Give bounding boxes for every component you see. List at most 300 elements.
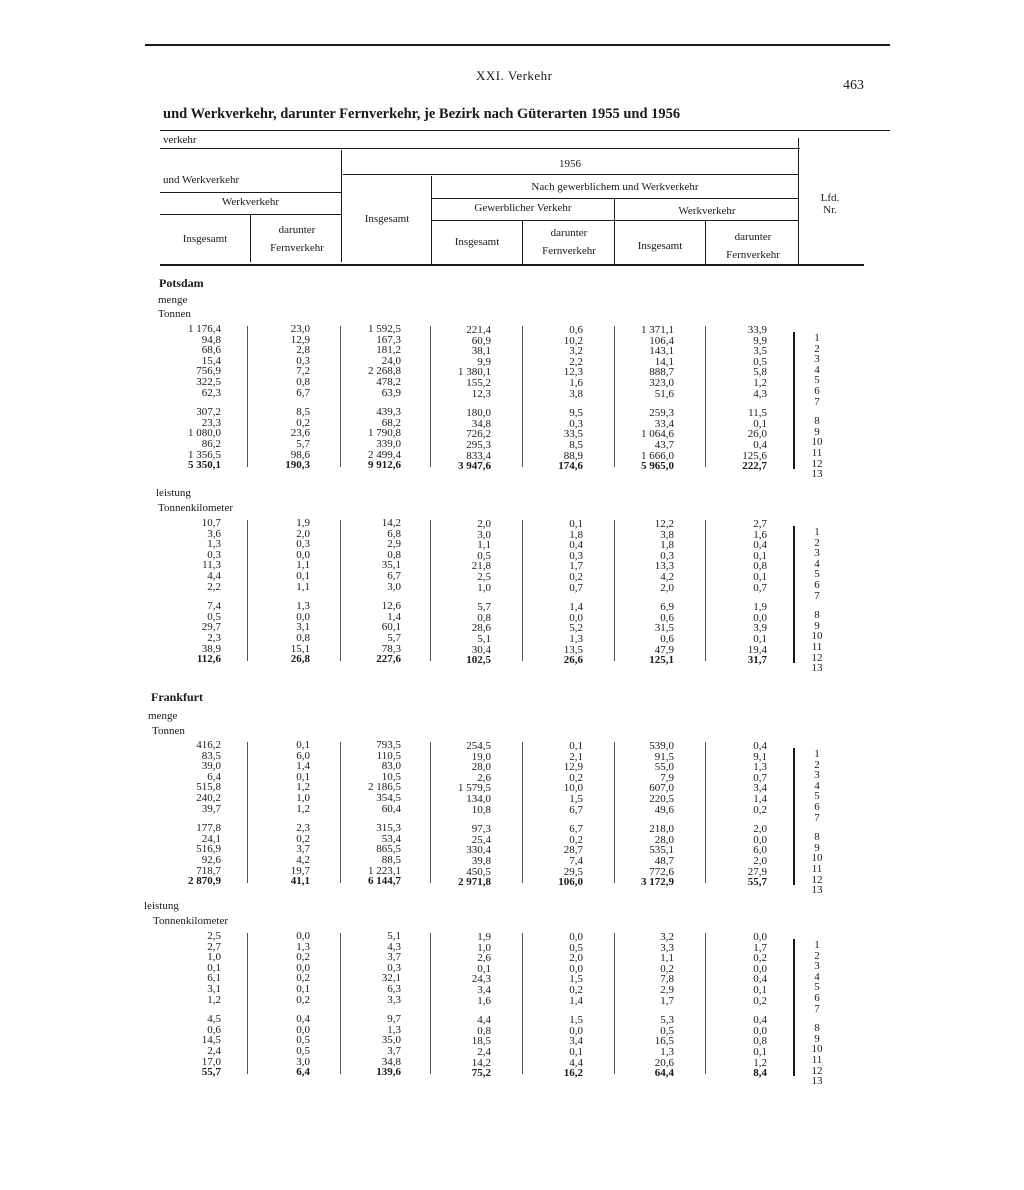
row-number: 12 <box>811 873 823 886</box>
cell-werk-fernverkehr: 1,6 <box>753 528 767 541</box>
row-number: 1 <box>814 748 820 760</box>
cell-sp1-fernverkehr: 1,9 <box>296 517 310 529</box>
cell-gew-fernverkehr: 0,6 <box>569 324 583 336</box>
cell-sp1956-insgesamt: 6,8 <box>387 527 401 540</box>
column-rule <box>614 326 615 467</box>
cell-sp1-insgesamt: 15,4 <box>201 354 221 367</box>
cell-werk-fernverkehr: 4,3 <box>753 387 767 400</box>
row-number: 7 <box>814 811 820 824</box>
cell-werk-insgesamt: 143,1 <box>649 345 674 358</box>
header-top-rule <box>160 130 890 131</box>
cell-sp1-insgesamt: 0,6 <box>207 1023 221 1036</box>
cell-werk-insgesamt: 5 965,0 <box>641 460 674 473</box>
cell-werk-insgesamt: 2,9 <box>660 984 674 996</box>
cell-sp1-insgesamt: 718,7 <box>196 864 221 877</box>
block-label: menge <box>148 710 178 722</box>
cell-gew-insgesamt: 3 947,6 <box>458 460 491 473</box>
cell-sp1956-insgesamt: 110,5 <box>376 749 401 762</box>
cell-werk-insgesamt: 13,3 <box>654 560 674 573</box>
block-label: leistung <box>144 900 179 912</box>
cell-werk-fernverkehr: 0,8 <box>753 560 767 573</box>
cell-gew-fernverkehr: 0,2 <box>569 771 583 784</box>
column-rule <box>522 520 523 661</box>
cell-werk-fernverkehr: 9,1 <box>753 750 767 763</box>
cell-werk-fernverkehr: 26,0 <box>747 428 767 441</box>
cell-sp1-fernverkehr: 0,1 <box>296 570 310 582</box>
cell-gew-insgesamt: 2,6 <box>477 771 491 784</box>
cell-gew-fernverkehr: 0,3 <box>569 417 583 430</box>
cell-gew-fernverkehr: 28,7 <box>563 844 583 857</box>
cell-werk-insgesamt: 31,5 <box>654 622 674 635</box>
cell-sp1956-insgesamt: 478,2 <box>376 376 401 388</box>
cell-sp1-fernverkehr: 1,3 <box>296 940 310 953</box>
cell-sp1-insgesamt: 1,0 <box>207 951 221 964</box>
cell-sp1-fernverkehr: 0,0 <box>296 930 310 942</box>
cell-werk-insgesamt: 48,7 <box>654 855 674 867</box>
cell-sp1-fernverkehr: 2,0 <box>296 527 310 540</box>
cell-werk-fernverkehr: 0,1 <box>753 984 767 996</box>
cell-sp1-fernverkehr: 0,2 <box>296 972 310 985</box>
row-number: 5 <box>814 981 820 994</box>
cell-sp1-insgesamt: 11,3 <box>202 559 221 572</box>
column-rule <box>614 742 615 883</box>
cell-gew-insgesamt: 1,0 <box>477 941 491 954</box>
cell-sp1-fernverkehr: 190,3 <box>285 459 310 472</box>
cell-werk-insgesamt: 7,8 <box>660 973 674 986</box>
cell-gew-insgesamt: 24,3 <box>471 973 491 986</box>
cell-sp1-insgesamt: 6,4 <box>207 770 221 783</box>
row-number: 7 <box>814 1002 820 1015</box>
cell-sp1-insgesamt: 2,3 <box>207 632 221 644</box>
cell-werk-fernverkehr: 1,3 <box>753 761 767 774</box>
cell-sp1956-insgesamt: 9 912,6 <box>368 459 401 472</box>
block-unit: Tonnen <box>152 725 185 737</box>
cell-gew-fernverkehr: 9,5 <box>569 407 583 420</box>
cell-werk-insgesamt: 0,3 <box>660 549 674 562</box>
row-number: 6 <box>814 992 820 1004</box>
cell-sp1956-insgesamt: 439,3 <box>376 406 401 419</box>
cell-gew-fernverkehr: 26,6 <box>563 654 583 667</box>
row-number: 4 <box>814 363 820 376</box>
cell-werk-insgesamt: 4,2 <box>660 571 674 583</box>
cell-sp1-insgesamt: 39,7 <box>201 802 221 815</box>
cell-gew-insgesamt: 12,3 <box>471 387 491 400</box>
cell-gew-insgesamt: 1 380,1 <box>458 366 491 379</box>
cell-sp1956-insgesamt: 5,7 <box>387 632 401 644</box>
cell-gew-fernverkehr: 5,2 <box>569 622 583 635</box>
header-vrule-e <box>705 221 706 264</box>
cell-sp1-fernverkehr: 1,0 <box>296 792 310 804</box>
cell-sp1-fernverkehr: 23,6 <box>290 427 310 440</box>
cell-gew-insgesamt: 97,3 <box>471 823 491 836</box>
cell-sp1956-insgesamt: 6,3 <box>387 983 401 995</box>
cell-gew-insgesamt: 39,8 <box>471 855 491 867</box>
cell-gew-fernverkehr: 1,6 <box>569 377 583 389</box>
cell-werk-insgesamt: 0,5 <box>660 1024 674 1037</box>
cell-gew-insgesamt: 2,4 <box>477 1046 491 1058</box>
cell-werk-insgesamt: 6,9 <box>660 601 674 614</box>
cell-werk-insgesamt: 14,1 <box>654 355 674 368</box>
cell-gew-insgesamt: 2 971,8 <box>458 876 491 889</box>
cell-sp1956-insgesamt: 34,8 <box>381 1055 401 1068</box>
cell-sp1-insgesamt: 55,7 <box>201 1066 221 1079</box>
header-und-werkverkehr: und Werkverkehr <box>163 174 240 186</box>
cell-sp1956-insgesamt: 63,9 <box>381 386 401 399</box>
cell-werk-fernverkehr: 2,0 <box>753 855 767 867</box>
cell-gew-fernverkehr: 3,8 <box>569 387 583 400</box>
cell-werk-fernverkehr: 0,1 <box>753 549 767 562</box>
cell-gew-insgesamt: 0,1 <box>477 962 491 975</box>
cell-werk-insgesamt: 0,2 <box>660 962 674 975</box>
header-darunter-1: darunter <box>278 224 316 236</box>
header-werkverkehr-right: Werkverkehr <box>678 205 736 217</box>
cell-werk-insgesamt: 1 371,1 <box>641 324 674 336</box>
header-vrule-d <box>522 221 523 264</box>
cell-sp1-insgesamt: 0,5 <box>207 610 221 623</box>
cell-werk-fernverkehr: 0,0 <box>753 962 767 975</box>
cell-werk-fernverkehr: 0,4 <box>753 973 767 986</box>
cell-sp1956-insgesamt: 53,4 <box>381 832 401 845</box>
cell-gew-insgesamt: 3,4 <box>477 984 491 996</box>
cell-sp1956-insgesamt: 60,1 <box>381 621 401 634</box>
column-rule <box>247 520 248 661</box>
cell-gew-insgesamt: 2,5 <box>477 571 491 583</box>
row-number: 1 <box>814 526 820 538</box>
cell-sp1-insgesamt: 83,5 <box>201 749 221 762</box>
cell-sp1-insgesamt: 3,6 <box>207 527 221 540</box>
column-rule <box>705 742 706 883</box>
cell-werk-insgesamt: 43,7 <box>654 439 674 451</box>
cell-gew-insgesamt: 9,9 <box>477 355 491 368</box>
cell-gew-insgesamt: 1,6 <box>477 994 491 1007</box>
header-vrule-lfd <box>798 138 799 264</box>
cell-werk-insgesamt: 20,6 <box>654 1056 674 1069</box>
cell-gew-fernverkehr: 3,2 <box>569 345 583 358</box>
row-number: 8 <box>814 1022 820 1035</box>
header-nach-gewerblichem: Nach gewerblichem und Werkverkehr <box>531 181 699 193</box>
cell-werk-insgesamt: 607,0 <box>649 782 674 795</box>
cell-sp1-insgesamt: 2,2 <box>207 580 221 593</box>
column-rule <box>340 520 341 661</box>
cell-werk-fernverkehr: 0,0 <box>753 931 767 943</box>
cell-sp1956-insgesamt: 167,3 <box>376 333 401 346</box>
cell-sp1956-insgesamt: 5,1 <box>387 930 401 942</box>
cell-gew-insgesamt: 180,0 <box>466 407 491 420</box>
cell-sp1-fernverkehr: 23,0 <box>290 323 310 335</box>
cell-gew-fernverkehr: 88,9 <box>563 449 583 462</box>
cell-werk-fernverkehr: 0,7 <box>753 771 767 784</box>
cell-werk-fernverkehr: 0,1 <box>753 417 767 430</box>
cell-werk-fernverkehr: 8,4 <box>753 1067 767 1080</box>
column-rule <box>340 933 341 1074</box>
cell-gew-insgesamt: 1,1 <box>477 539 491 552</box>
cell-gew-fernverkehr: 1,5 <box>569 793 583 805</box>
cell-gew-fernverkehr: 106,0 <box>558 876 583 889</box>
row-number: 2 <box>814 536 820 549</box>
column-rule <box>614 520 615 661</box>
cell-gew-fernverkehr: 0,7 <box>569 581 583 594</box>
lfd-rule <box>793 939 795 1076</box>
cell-sp1-fernverkehr: 6,0 <box>296 749 310 762</box>
cell-sp1-insgesamt: 240,2 <box>196 792 221 804</box>
row-number: 11 <box>811 1054 823 1066</box>
cell-sp1-insgesamt: 2,4 <box>207 1045 221 1057</box>
row-number: 13 <box>811 884 823 897</box>
top-rule <box>145 44 890 46</box>
cell-werk-fernverkehr: 0,7 <box>753 581 767 594</box>
cell-gew-fernverkehr: 1,4 <box>569 601 583 614</box>
row-number: 4 <box>814 557 820 570</box>
cell-sp1956-insgesamt: 14,2 <box>381 517 401 529</box>
cell-werk-insgesamt: 106,4 <box>649 334 674 347</box>
cell-werk-fernverkehr: 0,4 <box>753 539 767 552</box>
cell-gew-insgesamt: 134,0 <box>466 793 491 805</box>
cell-sp1-insgesamt: 322,5 <box>196 376 221 388</box>
cell-sp1-fernverkehr: 1,3 <box>296 600 310 613</box>
cell-sp1956-insgesamt: 1,3 <box>387 1023 401 1036</box>
cell-sp1-fernverkehr: 0,2 <box>296 832 310 845</box>
cell-sp1-fernverkehr: 0,2 <box>296 951 310 964</box>
cell-sp1956-insgesamt: 354,5 <box>376 792 401 804</box>
cell-werk-fernverkehr: 0,5 <box>753 355 767 368</box>
cell-werk-fernverkehr: 31,7 <box>747 654 767 667</box>
cell-sp1-fernverkehr: 0,2 <box>296 993 310 1006</box>
row-number: 11 <box>811 863 823 875</box>
row-number: 8 <box>814 609 820 622</box>
header-werkverkehr-left: Werkverkehr <box>221 196 280 208</box>
cell-sp1956-insgesamt: 793,5 <box>376 739 401 751</box>
cell-sp1956-insgesamt: 2 268,8 <box>368 365 401 378</box>
cell-gew-fernverkehr: 1,5 <box>569 1014 583 1027</box>
cell-werk-insgesamt: 5,3 <box>660 1014 674 1027</box>
cell-werk-fernverkehr: 0,2 <box>753 952 767 965</box>
cell-sp1956-insgesamt: 3,7 <box>387 951 401 964</box>
cell-gew-fernverkehr: 1,3 <box>569 633 583 645</box>
cell-werk-insgesamt: 28,0 <box>654 833 674 846</box>
row-number: 8 <box>814 831 820 844</box>
cell-werk-fernverkehr: 0,1 <box>753 571 767 583</box>
cell-sp1956-insgesamt: 1 790,8 <box>368 427 401 440</box>
cell-gew-fernverkehr: 16,2 <box>563 1067 583 1080</box>
cell-sp1-insgesamt: 14,5 <box>201 1034 221 1047</box>
cell-gew-insgesamt: 0,8 <box>477 611 491 624</box>
cell-werk-fernverkehr: 1,9 <box>753 601 767 614</box>
cell-gew-insgesamt: 1,9 <box>477 931 491 943</box>
cell-werk-insgesamt: 0,6 <box>660 633 674 645</box>
row-number: 10 <box>811 1043 823 1056</box>
cell-sp1-insgesamt: 1,2 <box>207 993 221 1006</box>
cell-gew-fernverkehr: 2,2 <box>569 355 583 368</box>
row-number: 13 <box>811 468 823 481</box>
cell-gew-fernverkehr: 1,7 <box>569 560 583 573</box>
block-unit: Tonnen <box>158 308 191 320</box>
header-rule-2 <box>160 148 800 149</box>
cell-gew-insgesamt: 726,2 <box>466 428 491 441</box>
cell-werk-fernverkehr: 0,4 <box>753 740 767 752</box>
cell-werk-insgesamt: 220,5 <box>649 793 674 805</box>
cell-werk-insgesamt: 2,0 <box>660 581 674 594</box>
row-number: 4 <box>814 970 820 983</box>
column-rule <box>340 326 341 467</box>
cell-gew-fernverkehr: 1,5 <box>569 973 583 986</box>
header-insgesamt-2: Insgesamt <box>454 236 500 248</box>
cell-gew-insgesamt: 2,6 <box>477 952 491 965</box>
cell-werk-insgesamt: 3,2 <box>660 931 674 943</box>
header-verkehr: verkehr <box>163 134 197 146</box>
cell-sp1-fernverkehr: 1,2 <box>296 802 310 815</box>
row-number: 12 <box>811 1064 823 1077</box>
cell-werk-insgesamt: 49,6 <box>654 803 674 816</box>
cell-sp1-insgesamt: 94,8 <box>201 333 221 346</box>
row-number: 3 <box>814 960 820 973</box>
cell-gew-insgesamt: 450,5 <box>466 865 491 878</box>
header-vrule-c <box>614 199 615 264</box>
cell-werk-fernverkehr: 0,4 <box>753 1014 767 1027</box>
cell-sp1-insgesamt: 68,6 <box>201 344 221 357</box>
cell-sp1-fernverkehr: 4,2 <box>296 854 310 866</box>
block-unit: Tonnenkilometer <box>153 915 228 927</box>
cell-werk-fernverkehr: 1,2 <box>753 1056 767 1069</box>
cell-sp1956-insgesamt: 0,8 <box>387 548 401 561</box>
cell-sp1956-insgesamt: 12,6 <box>381 600 401 613</box>
row-number: 10 <box>811 436 823 449</box>
cell-gew-insgesamt: 155,2 <box>466 377 491 389</box>
row-number: 12 <box>811 457 823 470</box>
cell-sp1-insgesamt: 1 176,4 <box>188 323 221 335</box>
block-label: menge <box>158 294 188 306</box>
cell-gew-fernverkehr: 6,7 <box>569 803 583 816</box>
cell-werk-insgesamt: 3,3 <box>660 941 674 954</box>
cell-gew-insgesamt: 330,4 <box>466 844 491 857</box>
header-insgesamt-1: Insgesamt <box>182 233 228 245</box>
cell-sp1-fernverkehr: 0,5 <box>296 1034 310 1047</box>
cell-werk-insgesamt: 1,3 <box>660 1046 674 1058</box>
cell-sp1-fernverkehr: 0,1 <box>296 770 310 783</box>
cell-sp1-fernverkehr: 0,8 <box>296 632 310 644</box>
cell-werk-insgesamt: 12,2 <box>654 518 674 530</box>
cell-gew-insgesamt: 5,7 <box>477 601 491 614</box>
column-rule <box>430 520 431 661</box>
cell-gew-insgesamt: 254,5 <box>466 740 491 752</box>
cell-werk-insgesamt: 1,7 <box>660 994 674 1007</box>
cell-sp1-fernverkehr: 19,7 <box>290 864 310 877</box>
cell-sp1-fernverkehr: 6,4 <box>296 1066 310 1079</box>
cell-werk-insgesamt: 3 172,9 <box>641 876 674 889</box>
cell-werk-insgesamt: 3,8 <box>660 528 674 541</box>
header-fernverkehr-1: Fernverkehr <box>270 242 324 254</box>
cell-sp1956-insgesamt: 35,1 <box>381 559 401 572</box>
cell-gew-fernverkehr: 4,4 <box>569 1056 583 1069</box>
cell-sp1-insgesamt: 7,4 <box>207 600 221 613</box>
row-number: 10 <box>811 852 823 865</box>
cell-sp1-fernverkehr: 1,1 <box>296 559 310 572</box>
cell-sp1956-insgesamt: 139,6 <box>376 1066 401 1079</box>
cell-gew-insgesamt: 60,9 <box>471 334 491 347</box>
column-rule <box>247 326 248 467</box>
row-number: 6 <box>814 579 820 591</box>
cell-sp1-insgesamt: 112,6 <box>196 653 221 666</box>
header-bottom-rule <box>160 264 864 266</box>
cell-gew-fernverkehr: 10,2 <box>563 334 583 347</box>
cell-sp1956-insgesamt: 227,6 <box>376 653 401 666</box>
row-number: 5 <box>814 790 820 803</box>
row-number: 5 <box>814 374 820 387</box>
cell-werk-insgesamt: 772,6 <box>649 865 674 878</box>
header-lfd: Lfd. <box>820 192 840 204</box>
cell-sp1956-insgesamt: 3,0 <box>387 580 401 593</box>
cell-sp1956-insgesamt: 10,5 <box>381 770 401 783</box>
cell-werk-fernverkehr: 0,2 <box>753 994 767 1007</box>
cell-gew-insgesamt: 0,5 <box>477 549 491 562</box>
cell-werk-fernverkehr: 2,7 <box>753 518 767 530</box>
cell-gew-insgesamt: 18,5 <box>471 1035 491 1048</box>
cell-sp1-insgesamt: 1 080,0 <box>188 427 221 440</box>
column-rule <box>430 326 431 467</box>
cell-gew-insgesamt: 28,6 <box>471 622 491 635</box>
cell-sp1-insgesamt: 23,3 <box>201 416 221 429</box>
cell-werk-fernverkehr: 6,0 <box>753 844 767 857</box>
section-heading: Frankfurt <box>151 690 203 704</box>
row-number: 12 <box>811 651 823 664</box>
cell-werk-fernverkehr: 5,8 <box>753 366 767 379</box>
cell-gew-insgesamt: 1,0 <box>477 581 491 594</box>
cell-sp1956-insgesamt: 1 223,1 <box>368 864 401 877</box>
cell-sp1956-insgesamt: 1,4 <box>387 610 401 623</box>
cell-sp1-fernverkehr: 1,1 <box>296 580 310 593</box>
row-number: 8 <box>814 415 820 428</box>
cell-gew-fernverkehr: 2,0 <box>569 952 583 965</box>
cell-sp1-fernverkehr: 0,0 <box>296 1023 310 1036</box>
row-number: 3 <box>814 769 820 782</box>
cell-werk-insgesamt: 55,0 <box>654 761 674 774</box>
cell-gew-fernverkehr: 0,1 <box>569 1046 583 1058</box>
row-number: 6 <box>814 385 820 397</box>
cell-sp1-insgesamt: 39,0 <box>201 760 221 773</box>
cell-sp1-fernverkehr: 0,8 <box>296 376 310 388</box>
cell-gew-insgesamt: 4,4 <box>477 1014 491 1027</box>
lfd-rule <box>793 526 795 663</box>
cell-sp1-fernverkehr: 0,0 <box>296 610 310 623</box>
cell-sp1-fernverkehr: 0,4 <box>296 1013 310 1026</box>
cell-werk-insgesamt: 259,3 <box>649 407 674 420</box>
cell-sp1-insgesamt: 3,1 <box>207 983 221 995</box>
header-darunter-2: darunter <box>550 227 588 239</box>
cell-gew-fernverkehr: 0,2 <box>569 833 583 846</box>
row-number: 9 <box>814 841 820 854</box>
cell-sp1-insgesamt: 416,2 <box>196 739 221 751</box>
cell-werk-fernverkehr: 9,9 <box>753 334 767 347</box>
cell-gew-fernverkehr: 0,3 <box>569 549 583 562</box>
cell-gew-fernverkehr: 8,5 <box>569 439 583 451</box>
column-rule <box>340 742 341 883</box>
cell-werk-insgesamt: 1,8 <box>660 539 674 552</box>
page-title: und Werkverkehr, darunter Fernverkehr, je Bezirk nach Güterarten 1955 und 1956 <box>163 106 681 122</box>
column-rule <box>522 742 523 883</box>
cell-sp1956-insgesamt: 315,3 <box>376 822 401 835</box>
header-rule-ng <box>432 198 798 199</box>
cell-sp1-fernverkehr: 3,7 <box>296 843 310 856</box>
cell-werk-fernverkehr: 33,9 <box>747 324 767 336</box>
section-heading: Potsdam <box>159 276 204 290</box>
cell-gew-fernverkehr: 33,5 <box>563 428 583 441</box>
cell-gew-insgesamt: 295,3 <box>466 439 491 451</box>
cell-gew-insgesamt: 221,4 <box>466 324 491 336</box>
cell-sp1956-insgesamt: 2 499,4 <box>368 448 401 461</box>
cell-gew-fernverkehr: 0,5 <box>569 941 583 954</box>
column-rule <box>705 520 706 661</box>
cell-gew-insgesamt: 19,0 <box>471 750 491 763</box>
header-fernverkehr-2: Fernverkehr <box>542 245 596 257</box>
